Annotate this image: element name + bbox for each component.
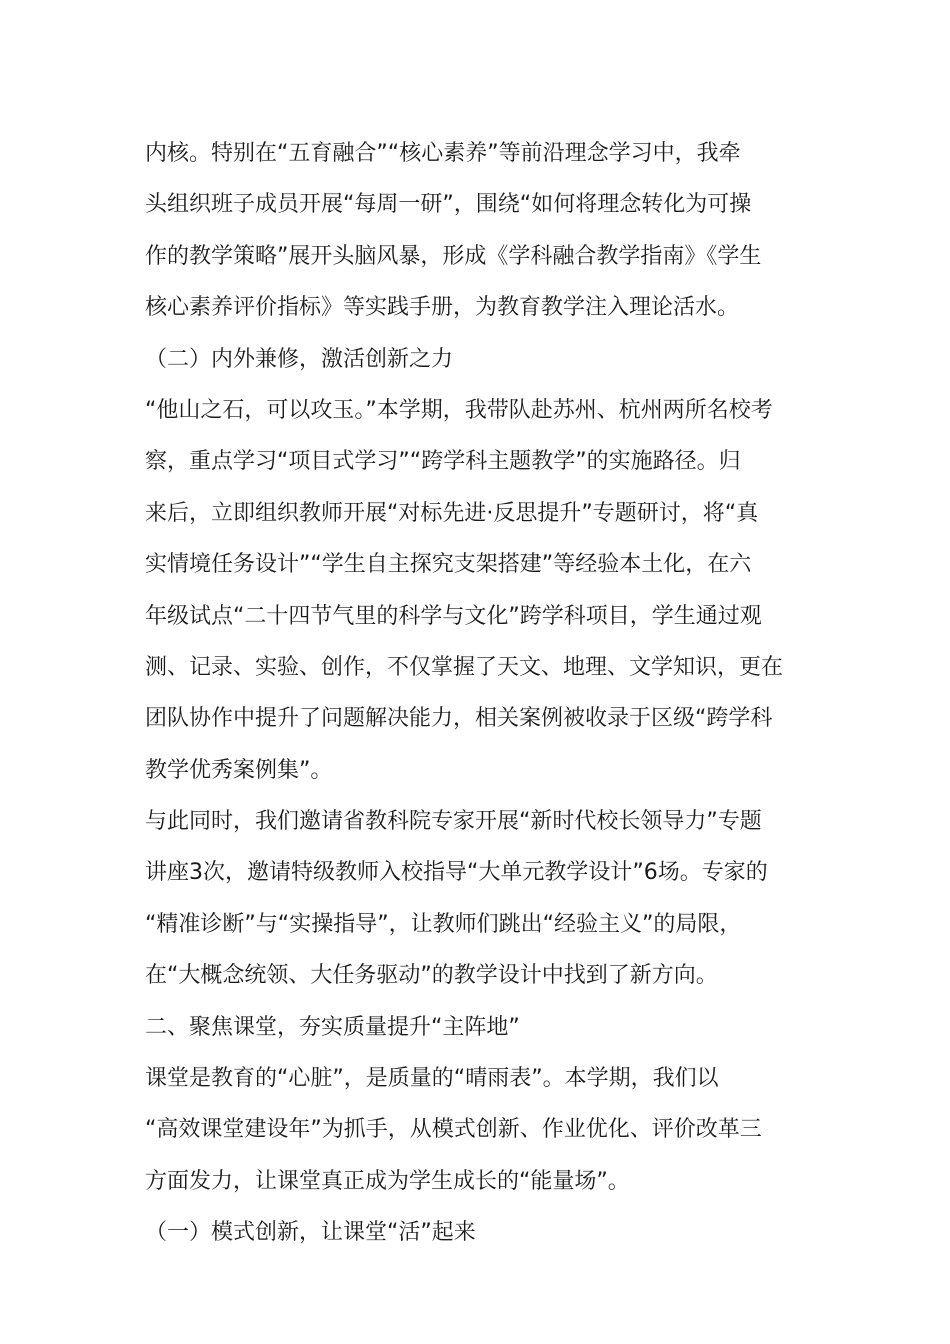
text-line: 察，重点学习“项目式学习”“跨学科主题教学”的实施路径。归 [145,449,741,475]
text-line: 团队协作中提升了问题解决能力，相关案例被收录于区级“跨学科 [145,706,773,732]
text-line: 与此同时，我们邀请省教科院专家开展“新时代校长领导力”专题 [145,809,762,835]
document-body [145,128,825,1259]
section-heading: （二）内外兼修，激活创新之力 [145,346,454,372]
section-heading: 二、聚焦课堂，夯实质量提升“主阵地” [145,1014,520,1040]
text-line: “精准诊断”与“实操指导”，让教师们跳出“经验主义”的局限， [145,911,742,937]
text-line: 头组织班子成员开展“每周一研”，围绕“如何将理念转化为可操 [145,192,752,218]
text-line: 教学优秀案例集”。 [145,757,333,783]
text-line: “高效课堂建设年”为抓手，从模式创新、作业优化、评价改革三 [145,1117,762,1143]
text-line: “他山之石，可以攻玉。”本学期，我带队赴苏州、杭州两所名校考 [145,397,773,423]
text-line: 核心素养评价指标》等实践手册，为教育教学注入理论活水。 [145,295,740,321]
section-heading: （一）模式创新，让课堂“活”起来 [145,1220,476,1246]
text-line: 在“大概念统领、大任务驱动”的教学设计中找到了新方向。 [145,963,718,989]
text-line: 来后，立即组织教师开展“对标先进·反思提升”专题研讨，将“真 [145,500,759,526]
text-line: 讲座3次，邀请特级教师入校指导“大单元教学设计”6场。专家的 [145,860,768,886]
text-line: 年级试点“二十四节气里的科学与文化”跨学科项目，学生通过观 [145,603,762,629]
text-line: 内核。特别在“五育融合”“核心素养”等前沿理念学习中，我牵 [145,141,741,166]
text-line: 课堂是教育的“心脏”，是质量的“晴雨表”。本学期，我们以 [145,1066,719,1092]
text-line: 方面发力，让课堂真正成为学生成长的“能量场”。 [145,1168,630,1194]
text-line: 实情境任务设计”“学生自主探究支架搭建”等经验本土化，在六 [145,552,752,578]
text-line: 测、记录、实验、创作，不仅掌握了天文、地理、文学知识，更在 [145,654,784,680]
text-line: 作的教学策略”展开头脑风暴，形成《学科融合教学指南》《学生 [145,243,762,269]
